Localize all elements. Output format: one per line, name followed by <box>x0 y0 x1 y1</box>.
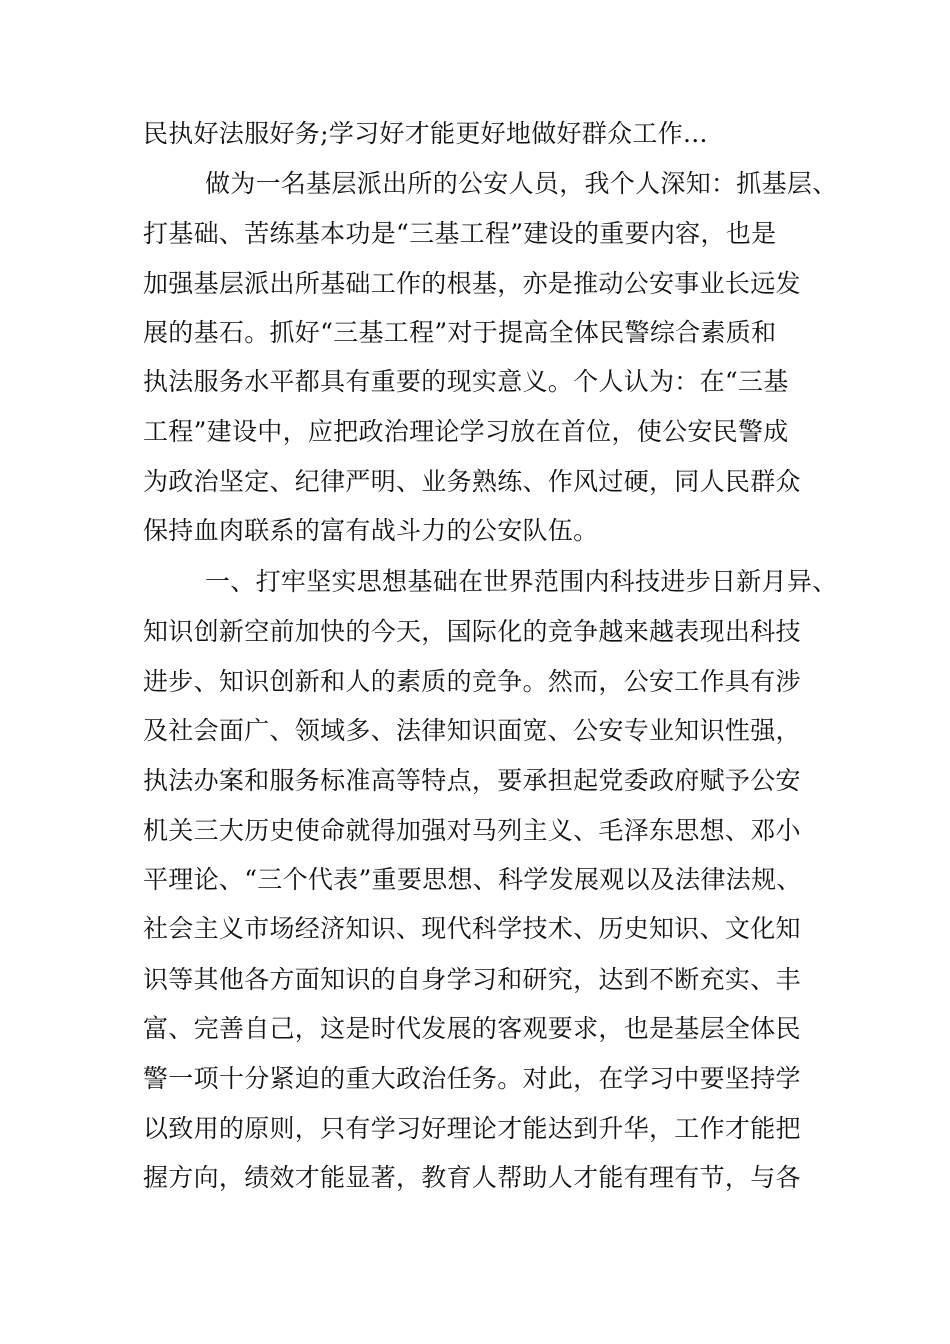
text-line: 机关三大历史使命就得加强对马列主义、毛泽东思想、邓小 <box>143 816 801 845</box>
text-line: 打基础、苦练基本功是“三基工程”建设的重要内容，也是 <box>143 219 777 248</box>
text-line: 展的基石。抓好“三基工程”对于提高全体民警综合素质和 <box>143 318 777 347</box>
text-line: 社会主义市场经济知识、现代科学技术、历史知识、文化知 <box>143 914 801 943</box>
paragraph-start-line: 做为一名基层派出所的公安人员，我个人深知：抓基层、 <box>205 169 838 198</box>
text-line: 识等其他各方面知识的自身学习和研究，达到不断充实、丰 <box>143 965 801 994</box>
text-line: 握方向，绩效才能显著，教育人帮助人才能有理有节，与各 <box>143 1163 801 1192</box>
text-line: 加强基层派出所基础工作的根基，亦是推动公安事业长远发 <box>143 269 801 298</box>
text-line: 及社会面广、领域多、法律知识面宽、公安专业知识性强， <box>143 716 801 745</box>
text-line: 进步、知识创新和人的素质的竞争。然而，公安工作具有涉 <box>143 667 801 696</box>
text-line: 警一项十分紧迫的重大政治任务。对此，在学习中要坚持学 <box>143 1064 801 1093</box>
text-line: 富、完善自己，这是时代发展的客观要求，也是基层全体民 <box>143 1014 801 1043</box>
text-line: 工程”建设中，应把政治理论学习放在首位，使公安民警成 <box>143 417 789 446</box>
text-line: 以致用的原则，只有学习好理论才能达到升华，工作才能把 <box>143 1114 801 1143</box>
text-line: 民执好法服好务;学习好才能更好地做好群众工作... <box>143 119 708 148</box>
text-line: 知识创新空前加快的今天，国际化的竞争越来越表现出科技 <box>143 617 801 646</box>
text-line: 执法办案和服务标准高等特点，要承担起党委政府赋予公安 <box>143 766 801 795</box>
text-line: 执法服务水平都具有重要的现实意义。个人认为：在“三基 <box>143 367 789 396</box>
text-line: 为政治坚定、纪律严明、业务熟练、作风过硬，同人民群众 <box>143 467 801 496</box>
text-line: 平理论、“三个代表”重要思想、科学发展观以及法律法规、 <box>143 865 802 894</box>
section-heading-line: 一、打牢坚实思想基础在世界范围内科技进步日新月异、 <box>205 567 838 596</box>
text-line: 保持血肉联系的富有战斗力的公安队伍。 <box>143 516 599 545</box>
